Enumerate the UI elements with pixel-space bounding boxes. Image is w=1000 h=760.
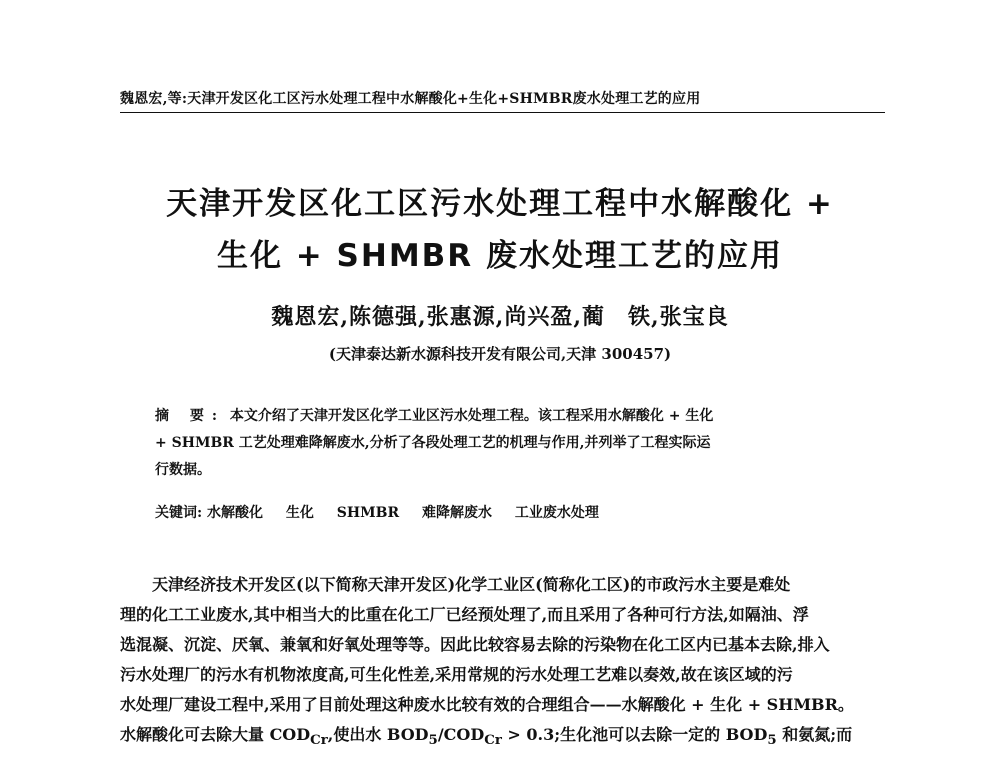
header-rule [120, 112, 885, 113]
keyword: 工业废水处理 [514, 505, 599, 521]
abstract-text-1: 本文介绍了天津开发区化学工业区污水处理工程。该工程采用水解酸化 + 生化 [229, 408, 714, 424]
abstract-label: 摘 要: [155, 408, 226, 424]
keyword: 水解酸化 [207, 505, 264, 521]
paper-title-line-1: 天津开发区化工区污水处理工程中水解酸化 + [166, 186, 834, 222]
author-list: 魏恩宏,陈德强,张惠源,尚兴盈,蔺 铁,张宝良 [271, 304, 729, 330]
keyword: 生化 [285, 505, 314, 521]
keyword: 难降解废水 [421, 505, 492, 521]
body-line-2: 理的化工工业废水,其中相当大的比重在化工厂已经预处理了,而且采用了各种可行方法,如隔油、浮 [120, 605, 809, 624]
running-head: 魏恩宏,等:天津开发区化工区污水处理工程中水解酸化+生化+SHMBR废水处理工艺的应用 [120, 91, 701, 107]
body-line-5: 水处理厂建设工程中,采用了目前处理这种废水比较有效的合理组合——水解酸化 + 生化 + SHMBR。 [120, 695, 854, 714]
body-line-1: 天津经济技术开发区(以下简称天津开发区)化学工业区(简称化工区)的市政污水主要是难处 [120, 575, 791, 594]
body-line-4: 污水处理厂的污水有机物浓度高,可生化性差,采用常规的污水处理工艺难以奏效,故在该区域的污 [120, 665, 793, 684]
abstract-line-1 [155, 403, 855, 430]
body-line-6: 水解酸化可去除大量 $COD_{Cr}$,使出水 $BOD_5/COD_{Cr} > 0.3$;生化池可以去除一定的 $BOD_5$ 和氨氮;而 [120, 725, 853, 749]
affiliation: (天津泰达新水源科技开发有限公司,天津 300457) [328, 345, 672, 363]
paper-title-line-2: 生化 + SHMBR 废水处理工艺的应用 [217, 238, 783, 274]
abstract-line-2: + SHMBR 工艺处理难降解废水,分析了各段处理工艺的机理与作用,并列举了工程实际运 [155, 435, 711, 451]
abstract-line-3: 行数据。 [155, 462, 211, 478]
body-line-3: 选混凝、沉淀、厌氧、兼氧和好氧处理等等。因此比较容易去除的污染物在化工区内已基本去除,排入 [120, 635, 830, 654]
keywords-label: 关键词: [155, 505, 203, 521]
keyword: SHMBR [336, 505, 400, 521]
keywords-line [155, 500, 855, 527]
